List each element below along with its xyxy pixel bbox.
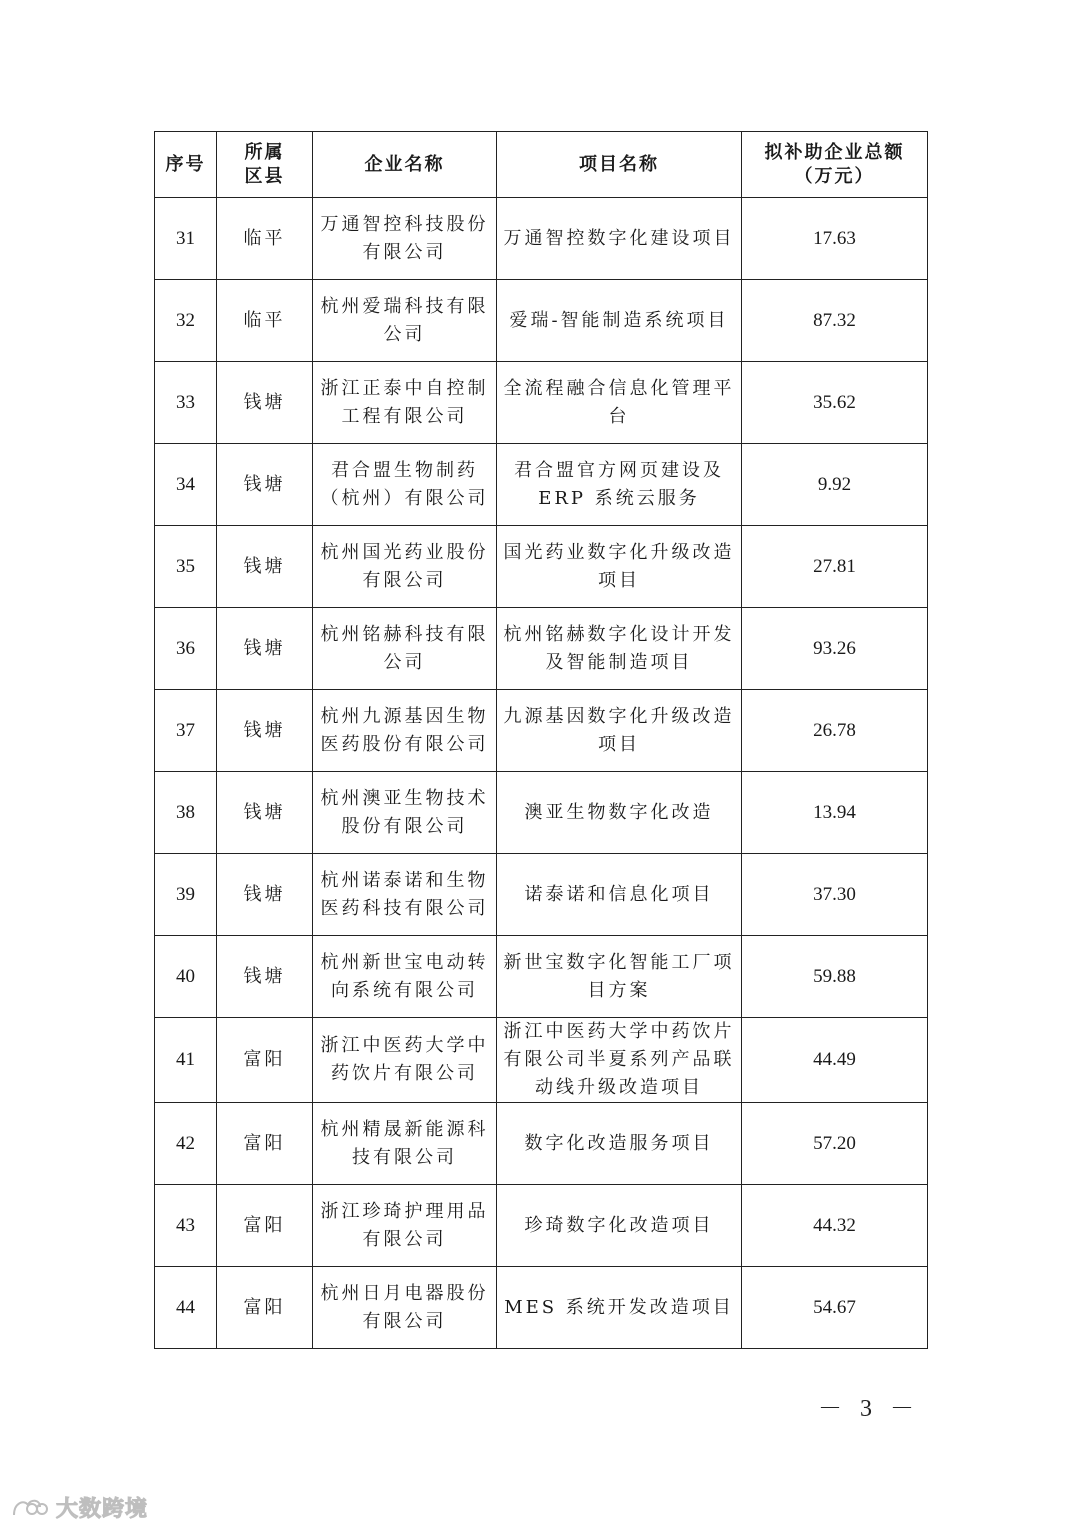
header-company: 企业名称	[313, 132, 497, 198]
table-row	[155, 444, 928, 526]
table-row	[155, 526, 928, 608]
cell-amount: 93.26	[742, 608, 928, 690]
cell-index: 39	[155, 854, 217, 936]
table-row	[155, 280, 928, 362]
cell-company: 万通智控科技股份有限公司	[313, 198, 497, 280]
table-body	[155, 198, 928, 1349]
cell-project: 全流程融合信息化管理平台	[497, 362, 742, 444]
cell-index: 34	[155, 444, 217, 526]
cell-district: 临平	[217, 198, 313, 280]
cell-amount: 57.20	[742, 1103, 928, 1185]
cell-company: 杭州爱瑞科技有限公司	[313, 280, 497, 362]
cell-project: 万通智控数字化建设项目	[497, 198, 742, 280]
cell-district: 钱塘	[217, 690, 313, 772]
cell-project: 数字化改造服务项目	[497, 1103, 742, 1185]
cell-index: 43	[155, 1185, 217, 1267]
cell-company: 杭州诺泰诺和生物医药科技有限公司	[313, 854, 497, 936]
cell-project: 杭州铭赫数字化设计开发及智能制造项目	[497, 608, 742, 690]
cell-project: 新世宝数字化智能工厂项目方案	[497, 936, 742, 1018]
cell-company: 杭州铭赫科技有限公司	[313, 608, 497, 690]
cell-district: 钱塘	[217, 854, 313, 936]
cell-index: 44	[155, 1267, 217, 1349]
header-district: 所属 区县	[217, 132, 313, 198]
table-row	[155, 1103, 928, 1185]
cell-index: 42	[155, 1103, 217, 1185]
table-row	[155, 608, 928, 690]
cell-district: 富阳	[217, 1267, 313, 1349]
cell-amount: 59.88	[742, 936, 928, 1018]
cell-amount: 37.30	[742, 854, 928, 936]
cell-project: 君合盟官方网页建设及ERP 系统云服务	[497, 444, 742, 526]
cell-company: 浙江正泰中自控制工程有限公司	[313, 362, 497, 444]
header-project: 项目名称	[497, 132, 742, 198]
cell-project: 浙江中医药大学中药饮片有限公司半夏系列产品联动线升级改造项目	[497, 1018, 742, 1103]
cell-amount: 17.63	[742, 198, 928, 280]
cell-amount: 44.32	[742, 1185, 928, 1267]
watermark	[10, 1492, 148, 1523]
cell-district: 富阳	[217, 1185, 313, 1267]
cell-district: 钱塘	[217, 444, 313, 526]
cell-index: 40	[155, 936, 217, 1018]
header-row	[155, 132, 928, 198]
cell-project: 九源基因数字化升级改造项目	[497, 690, 742, 772]
cell-index: 36	[155, 608, 217, 690]
table-header	[155, 132, 928, 198]
cell-index: 41	[155, 1018, 217, 1103]
cell-company: 杭州日月电器股份有限公司	[313, 1267, 497, 1349]
cell-project: 国光药业数字化升级改造项目	[497, 526, 742, 608]
cell-project: 爱瑞-智能制造系统项目	[497, 280, 742, 362]
table-row	[155, 198, 928, 280]
cell-district: 钱塘	[217, 362, 313, 444]
page-number: － 3 －	[818, 1396, 920, 1422]
table-row	[155, 772, 928, 854]
cell-index: 38	[155, 772, 217, 854]
cell-amount: 44.49	[742, 1018, 928, 1103]
cell-index: 31	[155, 198, 217, 280]
cell-index: 33	[155, 362, 217, 444]
cell-amount: 35.62	[742, 362, 928, 444]
cell-index: 35	[155, 526, 217, 608]
cell-district: 钱塘	[217, 608, 313, 690]
cell-amount: 26.78	[742, 690, 928, 772]
cell-amount: 87.32	[742, 280, 928, 362]
cell-company: 杭州澳亚生物技术股份有限公司	[313, 772, 497, 854]
cell-district: 临平	[217, 280, 313, 362]
cell-amount: 54.67	[742, 1267, 928, 1349]
cell-company: 杭州国光药业股份有限公司	[313, 526, 497, 608]
cell-amount: 13.94	[742, 772, 928, 854]
cell-district: 钱塘	[217, 772, 313, 854]
table-row	[155, 1185, 928, 1267]
brand-logo-icon	[10, 1495, 50, 1521]
cell-company: 杭州精晟新能源科技有限公司	[313, 1103, 497, 1185]
table-row	[155, 362, 928, 444]
cell-project: 诺泰诺和信息化项目	[497, 854, 742, 936]
table-row	[155, 1267, 928, 1349]
table-row	[155, 936, 928, 1018]
cell-amount: 9.92	[742, 444, 928, 526]
table-row	[155, 854, 928, 936]
header-index: 序号	[155, 132, 217, 198]
cell-index: 32	[155, 280, 217, 362]
cell-company: 浙江中医药大学中药饮片有限公司	[313, 1018, 497, 1103]
cell-company: 杭州九源基因生物医药股份有限公司	[313, 690, 497, 772]
cell-company: 杭州新世宝电动转向系统有限公司	[313, 936, 497, 1018]
cell-project: 珍琦数字化改造项目	[497, 1185, 742, 1267]
cell-project: 澳亚生物数字化改造	[497, 772, 742, 854]
table-row	[155, 690, 928, 772]
header-amount: 拟补助企业总额 （万元）	[742, 132, 928, 198]
cell-index: 37	[155, 690, 217, 772]
cell-company: 浙江珍琦护理用品有限公司	[313, 1185, 497, 1267]
cell-district: 富阳	[217, 1103, 313, 1185]
table-row	[155, 1018, 928, 1103]
cell-amount: 27.81	[742, 526, 928, 608]
watermark-text: 大数跨境	[56, 1497, 149, 1522]
cell-company: 君合盟生物制药（杭州）有限公司	[313, 444, 497, 526]
cell-district: 富阳	[217, 1018, 313, 1103]
cell-district: 钱塘	[217, 526, 313, 608]
cell-project: MES 系统开发改造项目	[497, 1267, 742, 1349]
cell-district: 钱塘	[217, 936, 313, 1018]
subsidy-table	[154, 131, 928, 1349]
